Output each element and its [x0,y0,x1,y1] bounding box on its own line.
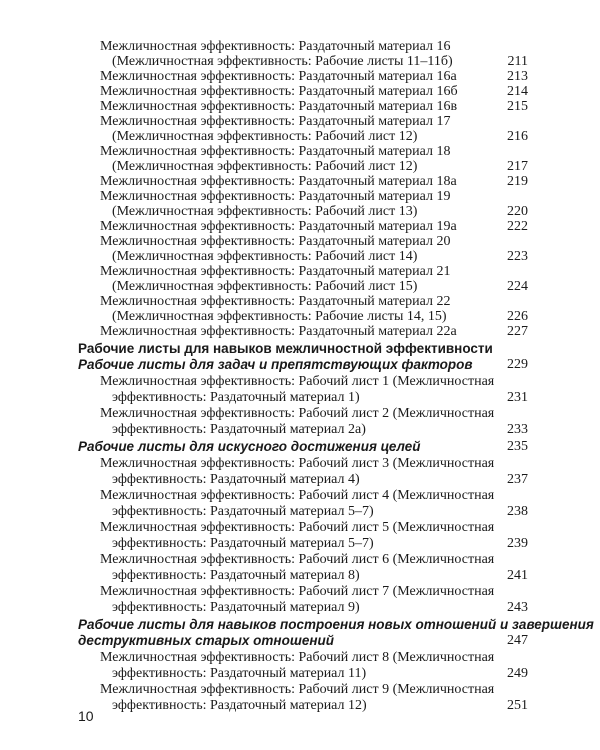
toc-entry-title: деструктивных старых отношений [78,633,334,648]
toc-entry-title: Межличностная эффективность: Рабочий лист 4 (Межличностная [100,488,495,503]
toc-entry [0,323,600,340]
toc-entry-title: Рабочие листы для задач и препятствующих факторов [78,357,473,372]
toc-entry [0,405,600,422]
toc-entry-title: Межличностная эффективность: Рабочий лист 3 (Межличностная [100,456,495,471]
toc-entry-page: 237 [507,472,528,487]
toc-entry-page: 235 [507,439,528,454]
subsection-heading [0,632,600,649]
toc-entry-page: 238 [507,504,528,519]
toc-entry [0,583,600,600]
toc-entry-page: 214 [507,84,528,99]
toc-entry-page: 217 [507,159,528,174]
toc-entry-title: Межличностная эффективность: Раздаточный материал 16б [100,84,458,99]
toc-entry [0,551,600,568]
toc-entry [0,519,600,536]
toc-entry-page: 211 [507,54,528,69]
toc-entry-title: Межличностная эффективность: Раздаточный материал 16а [100,69,457,84]
toc-entry-page: 229 [507,357,528,372]
toc-entry-page: 241 [507,568,528,583]
toc-entry-page: 219 [507,174,528,189]
toc-entry [0,455,600,472]
toc-entry-title: (Межличностная эффективность: Рабочий лист 13) [112,204,418,219]
toc-entry-title: эффективность: Раздаточный материал 5–7) [112,536,374,551]
toc-entry-title: Межличностная эффективность: Раздаточный материал 22 [100,294,451,309]
toc-entry-title: Межличностная эффективность: Рабочий лист 9 (Межличностная [100,682,495,697]
toc-entry-title: (Межличностная эффективность: Рабочий лист 12) [112,129,418,144]
toc-entry-title: (Межличностная эффективность: Рабочий лист 15) [112,279,418,294]
toc-entry-page: 231 [507,390,528,405]
toc-entry-title: (Межличностная эффективность: Рабочий лист 14) [112,249,418,264]
toc-entry-continuation [0,421,600,438]
toc-entry-title: эффективность: Раздаточный материал 2а) [112,422,366,437]
toc-entry [0,681,600,698]
toc-entry-page: 220 [507,204,528,219]
page-number: 10 [78,708,94,724]
toc-entry-page: 223 [507,249,528,264]
toc-entry-title: Межличностная эффективность: Рабочий лист 1 (Межличностная [100,374,495,389]
toc-entry-title: Рабочие листы для искусного достижения целей [78,439,421,454]
toc-entry-title: эффективность: Раздаточный материал 1) [112,390,360,405]
toc-entry-page: 224 [507,279,528,294]
toc-entry-continuation [0,665,600,682]
toc-entry-page: 227 [507,324,528,339]
toc-entry-continuation [0,503,600,520]
toc-entry-title: Межличностная эффективность: Рабочий лист 6 (Межличностная [100,552,495,567]
toc-entry-continuation [0,567,600,584]
toc-entry-title: Межличностная эффективность: Раздаточный материал 19 [100,189,451,204]
subsection-heading [0,438,600,455]
section-heading [0,340,600,357]
toc-entry-page: 243 [507,600,528,615]
toc-entry-page: 222 [507,219,528,234]
toc-entry [0,373,600,390]
toc-entry [0,649,600,666]
toc-entry-title: Межличностная эффективность: Раздаточный материал 16 [100,39,451,54]
toc-entry-page: 249 [507,666,528,681]
toc-entry-title: Межличностная эффективность: Раздаточный материал 19а [100,219,457,234]
toc-entry-continuation [0,599,600,616]
toc-entry-title: Рабочие листы для навыков построения новых отношений и завершения [78,617,594,632]
toc-entry-title: (Межличностная эффективность: Рабочие листы 11–11б) [112,54,453,69]
toc-entry-page: 239 [507,536,528,551]
subsection-heading [0,616,600,633]
toc-entry-title: эффективность: Раздаточный материал 5–7) [112,504,374,519]
toc-entry-title: Межличностная эффективность: Раздаточный материал 18а [100,174,457,189]
toc-entry-title: Межличностная эффективность: Раздаточный материал 22а [100,324,457,339]
toc-entry-title: эффективность: Раздаточный материал 12) [112,698,367,713]
toc-entry-page: 233 [507,422,528,437]
toc-entry-title: эффективность: Раздаточный материал 8) [112,568,360,583]
toc-entry-title: Рабочие листы для навыков межличностной эффективности [78,341,493,356]
toc-entry-page: 216 [507,129,528,144]
toc-entry-title: Межличностная эффективность: Рабочий лист 8 (Межличностная [100,650,495,665]
toc-entry-page: 251 [507,698,528,713]
toc-entry-continuation [0,389,600,406]
subsection-heading [0,356,600,373]
toc-entry-title: Межличностная эффективность: Раздаточный материал 21 [100,264,451,279]
toc-entry-title: эффективность: Раздаточный материал 9) [112,600,360,615]
toc-entry-title: (Межличностная эффективность: Рабочий лист 12) [112,159,418,174]
toc-entry-title: эффективность: Раздаточный материал 11) [112,666,367,681]
toc-entry-title: Межличностная эффективность: Раздаточный материал 17 [100,114,451,129]
toc-entry-title: Межличностная эффективность: Рабочий лист 7 (Межличностная [100,584,495,599]
toc-entry-page: 213 [507,69,528,84]
toc-entry-page: 215 [507,99,528,114]
toc-entry-continuation [0,471,600,488]
toc-entry-continuation [0,535,600,552]
toc-entry-title: (Межличностная эффективность: Рабочие листы 14, 15) [112,309,447,324]
toc-entry-title: эффективность: Раздаточный материал 4) [112,472,360,487]
toc-entry-title: Межличностная эффективность: Раздаточный материал 20 [100,234,451,249]
toc-entry [0,487,600,504]
toc-entry-title: Межличностная эффективность: Рабочий лист 2 (Межличностная [100,406,495,421]
toc-entry-title: Межличностная эффективность: Раздаточный материал 18 [100,144,451,159]
toc-entry-title: Межличностная эффективность: Рабочий лист 5 (Межличностная [100,520,495,535]
toc-entry-page: 247 [507,633,528,648]
toc-entry-title: Межличностная эффективность: Раздаточный материал 16в [100,99,458,114]
toc-entry-page: 226 [507,309,528,324]
